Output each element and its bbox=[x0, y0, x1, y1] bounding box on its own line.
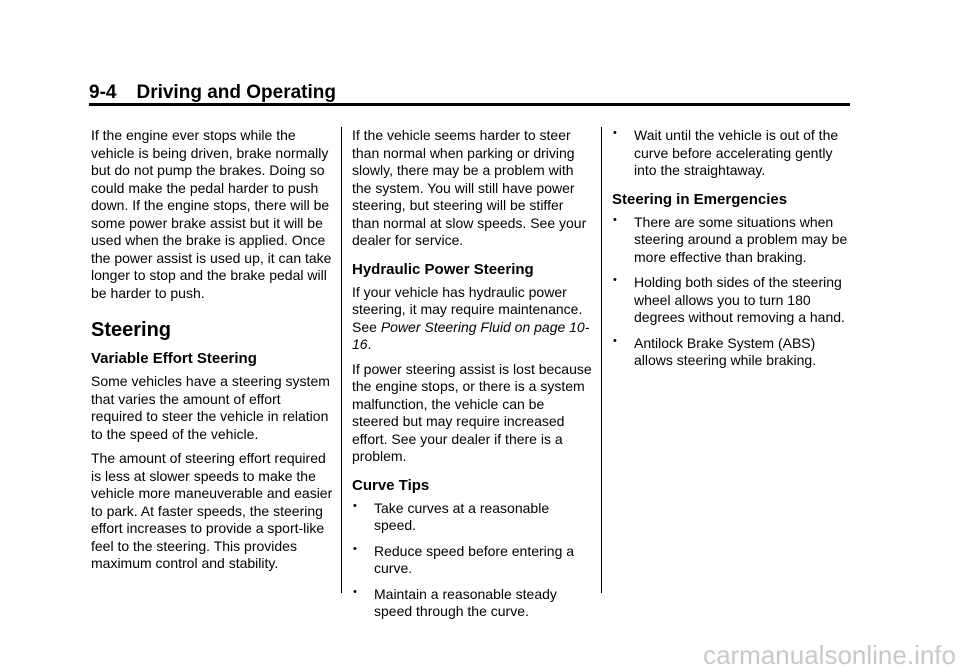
hydraulic-paragraph-1 bbox=[352, 284, 592, 354]
variable-effort-heading: Variable Effort Steering bbox=[91, 350, 257, 367]
list-item: • Maintain a reasonable steady speed through the curve. bbox=[353, 585, 557, 619]
page-number: 9-4 bbox=[89, 82, 117, 103]
column-1 bbox=[91, 127, 335, 580]
column-divider-2 bbox=[601, 127, 602, 593]
hydraulic-heading: Hydraulic Power Steering bbox=[352, 260, 534, 278]
section-title: Driving and Operating bbox=[136, 82, 336, 103]
list-item: • Holding both sides of the steering wheel allows you to turn 180 degrees without removing a hand. bbox=[613, 274, 845, 325]
header-rule bbox=[89, 103, 850, 106]
engine-stop-paragraph: If the engine ever stops while the vehicle is being driven, brake normally but do not pump the brakes. Doing so could make the pedal harder to push down. If the engine stops, there will be some power brake assist but it will be used when the brake is applied. Once the power assist is used up, it can take longer to stop and the brake pedal will be harder to push. bbox=[91, 127, 332, 301]
steering-heading: Steering bbox=[91, 319, 172, 341]
list-item: • Take curves at a reasonable speed. bbox=[353, 499, 550, 533]
bullet-icon: • bbox=[353, 585, 357, 598]
curve-tips-heading: Curve Tips bbox=[352, 476, 430, 494]
emergencies-list bbox=[612, 214, 852, 370]
curve-tips-list bbox=[352, 500, 592, 621]
watermark: carmanualsonline.info bbox=[703, 640, 956, 670]
list-item: • Reduce speed before entering a curve. bbox=[353, 542, 575, 576]
hydraulic-paragraph-2: If power steering assist is lost because the engine stops, or there is a system malfunction, the vehicle can be steered but may require increased effort. See your dealer if there is a problem. bbox=[352, 360, 592, 464]
page-header bbox=[89, 82, 850, 104]
list-item: • Wait until the vehicle is out of the curve before accelerating gently into the straightaway. bbox=[613, 127, 839, 178]
variable-effort-paragraph-2: The amount of steering effort required is less at slower speeds to make the vehicle more maneuverable and easier to park. At faster speeds, the steering effort increases to provide a sport-like feel to the steering. This provides maximum control and stability. bbox=[91, 450, 333, 571]
bullet-icon: • bbox=[613, 274, 617, 286]
bullet-icon: • bbox=[613, 334, 617, 347]
hydraulic-text-a: If your vehicle has hydraulic power steering, it may require maintenance. See bbox=[352, 283, 583, 335]
bullet-icon: • bbox=[613, 213, 617, 226]
bullet-icon: • bbox=[613, 127, 617, 139]
hydraulic-text-b: . bbox=[367, 336, 372, 352]
emergencies-heading: Steering in Emergencies bbox=[612, 190, 788, 208]
bullet-icon: • bbox=[353, 499, 357, 512]
column-divider-1 bbox=[341, 127, 342, 593]
power-steering-fluid-reference[interactable]: Power Steering Fluid on page 10-16 bbox=[352, 318, 590, 352]
column-3 bbox=[612, 127, 852, 378]
variable-effort-paragraph-1: Some vehicles have a steering system that varies the amount of effort required to steer the vehicle in relation to the speed of the vehicle. bbox=[91, 373, 330, 442]
curve-tips-list-continued bbox=[612, 127, 852, 180]
column-2 bbox=[352, 127, 592, 629]
harder-to-steer-paragraph: If the vehicle seems harder to steer than normal when parking or driving slowly, there may be a problem with the system. You will still have power steering, but steering will be stiffer than normal at slow speeds. See your dealer for service. bbox=[352, 127, 587, 248]
bullet-icon: • bbox=[353, 542, 357, 555]
list-item: • There are some situations when steering around a problem may be more effective than braking. bbox=[613, 213, 848, 265]
list-item: • Antilock Brake System (ABS) allows steering while braking. bbox=[613, 334, 817, 368]
